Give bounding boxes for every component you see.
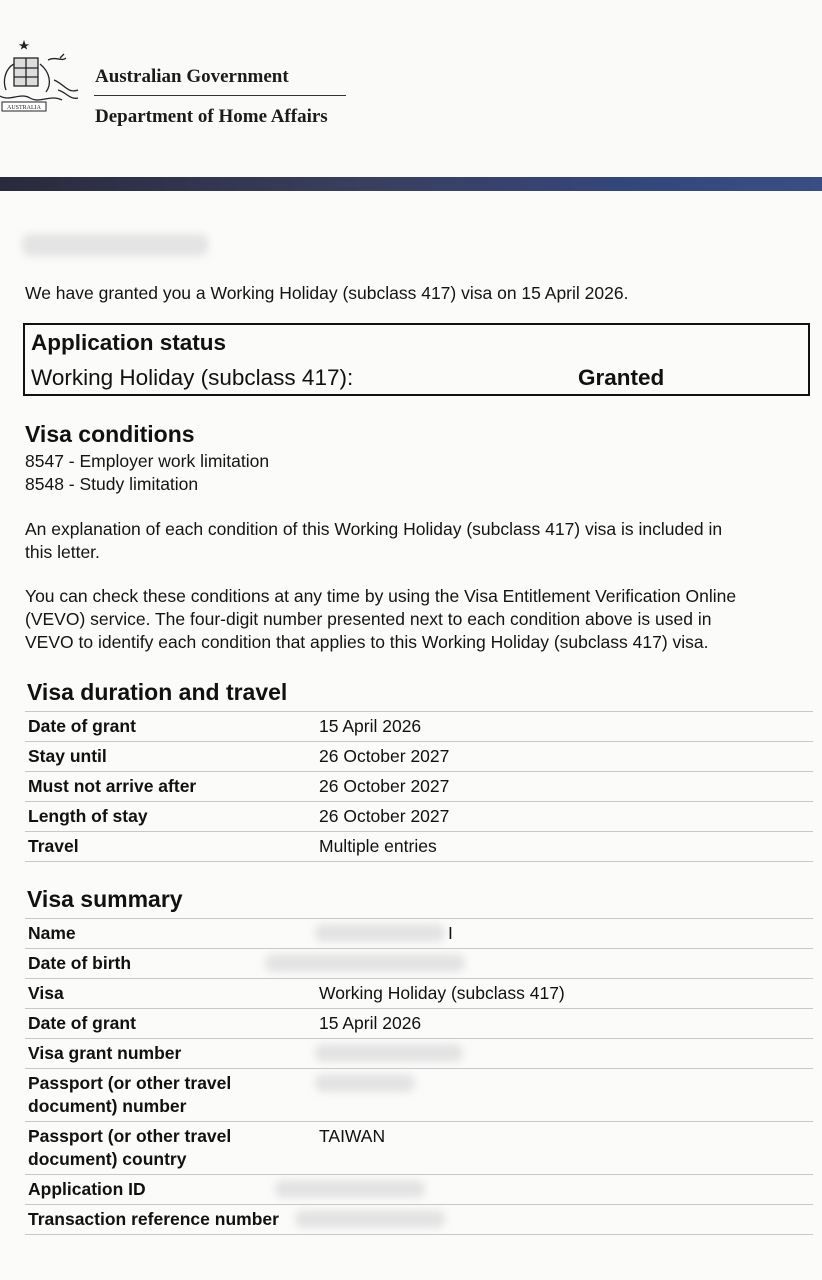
- condition-item: 8548 - Study limitation: [25, 474, 199, 494]
- row-value: 15 April 2026: [319, 716, 422, 736]
- row-label: Transaction reference number: [28, 1209, 279, 1229]
- status-title: Application status: [31, 330, 227, 355]
- table-row: [25, 801, 813, 831]
- explanation-line: this letter.: [25, 542, 100, 562]
- table-row: [25, 1121, 813, 1174]
- redacted-value: [315, 1074, 415, 1092]
- table-row: [25, 1174, 813, 1204]
- row-label: Travel: [28, 836, 79, 856]
- row-label: Stay until: [28, 746, 107, 766]
- application-status-box: [23, 323, 810, 396]
- department-name: Department of Home Affairs: [95, 106, 328, 127]
- row-label: Length of stay: [28, 806, 148, 826]
- visa-duration-table: [25, 711, 813, 862]
- table-row: [25, 771, 813, 801]
- svg-text:AUSTRALIA: AUSTRALIA: [7, 105, 41, 111]
- row-value: TAIWAN: [319, 1126, 386, 1146]
- row-label: Date of birth: [28, 953, 132, 973]
- table-row: [25, 741, 813, 771]
- row-label: Visa: [28, 983, 64, 1003]
- table-row: [25, 831, 813, 862]
- table-row: [25, 1038, 813, 1068]
- coat-of-arms-icon: [0, 40, 82, 130]
- row-label: Passport (or other travel document) country: [28, 1126, 232, 1169]
- visa-duration-heading: Visa duration and travel: [27, 679, 288, 705]
- row-value: Multiple entries: [319, 836, 437, 856]
- row-value: 15 April 2026: [319, 1013, 422, 1033]
- explanation-line: An explanation of each condition of this Working Holiday (subclass 417) visa is included in: [25, 519, 723, 539]
- redacted-value: [295, 1210, 445, 1228]
- row-label: Passport (or other travel document) number: [28, 1073, 232, 1116]
- row-label: Name: [28, 923, 76, 943]
- status-visa-label: Working Holiday (subclass 417):: [31, 365, 354, 390]
- row-value: I: [448, 923, 453, 943]
- status-badge: Granted: [578, 365, 665, 390]
- table-row: [25, 1008, 813, 1038]
- condition-item: 8547 - Employer work limitation: [25, 451, 270, 471]
- redacted-value: [275, 1180, 425, 1198]
- row-value: 26 October 2027: [319, 746, 450, 766]
- row-label: Date of grant: [28, 716, 136, 736]
- vevo-line: VEVO to identify each condition that applies to this Working Holiday (subclass 417) visa.: [25, 632, 709, 652]
- header-band: [0, 177, 822, 191]
- row-value: Working Holiday (subclass 417): [319, 983, 565, 1003]
- redacted-value: [265, 954, 465, 972]
- visa-summary-heading: Visa summary: [27, 886, 183, 912]
- table-row: [25, 1068, 813, 1121]
- redacted-value: [315, 1044, 463, 1062]
- row-value: 26 October 2027: [319, 806, 450, 826]
- table-row: [25, 711, 813, 741]
- table-row: [25, 948, 813, 978]
- table-row: [25, 1204, 813, 1235]
- visa-conditions-heading: Visa conditions: [25, 421, 195, 447]
- government-name: Australian Government: [95, 66, 289, 87]
- table-row: [25, 918, 813, 948]
- vevo-line: You can check these conditions at any time by using the Visa Entitlement Verification Online: [25, 586, 737, 606]
- letterhead: [0, 0, 822, 177]
- row-label: Visa grant number: [28, 1043, 182, 1063]
- divider: [94, 95, 346, 96]
- table-row: [25, 978, 813, 1008]
- row-value: 26 October 2027: [319, 776, 450, 796]
- redacted-recipient-name: [22, 234, 208, 256]
- redacted-value: [315, 924, 445, 942]
- row-label: Application ID: [28, 1179, 146, 1199]
- vevo-line: (VEVO) service. The four-digit number presented next to each condition above is used in: [25, 609, 712, 629]
- row-label: Date of grant: [28, 1013, 136, 1033]
- visa-summary-table: [25, 918, 813, 1235]
- grant-intro: We have granted you a Working Holiday (subclass 417) visa on 15 April 2026.: [25, 283, 629, 303]
- row-label: Must not arrive after: [28, 776, 197, 796]
